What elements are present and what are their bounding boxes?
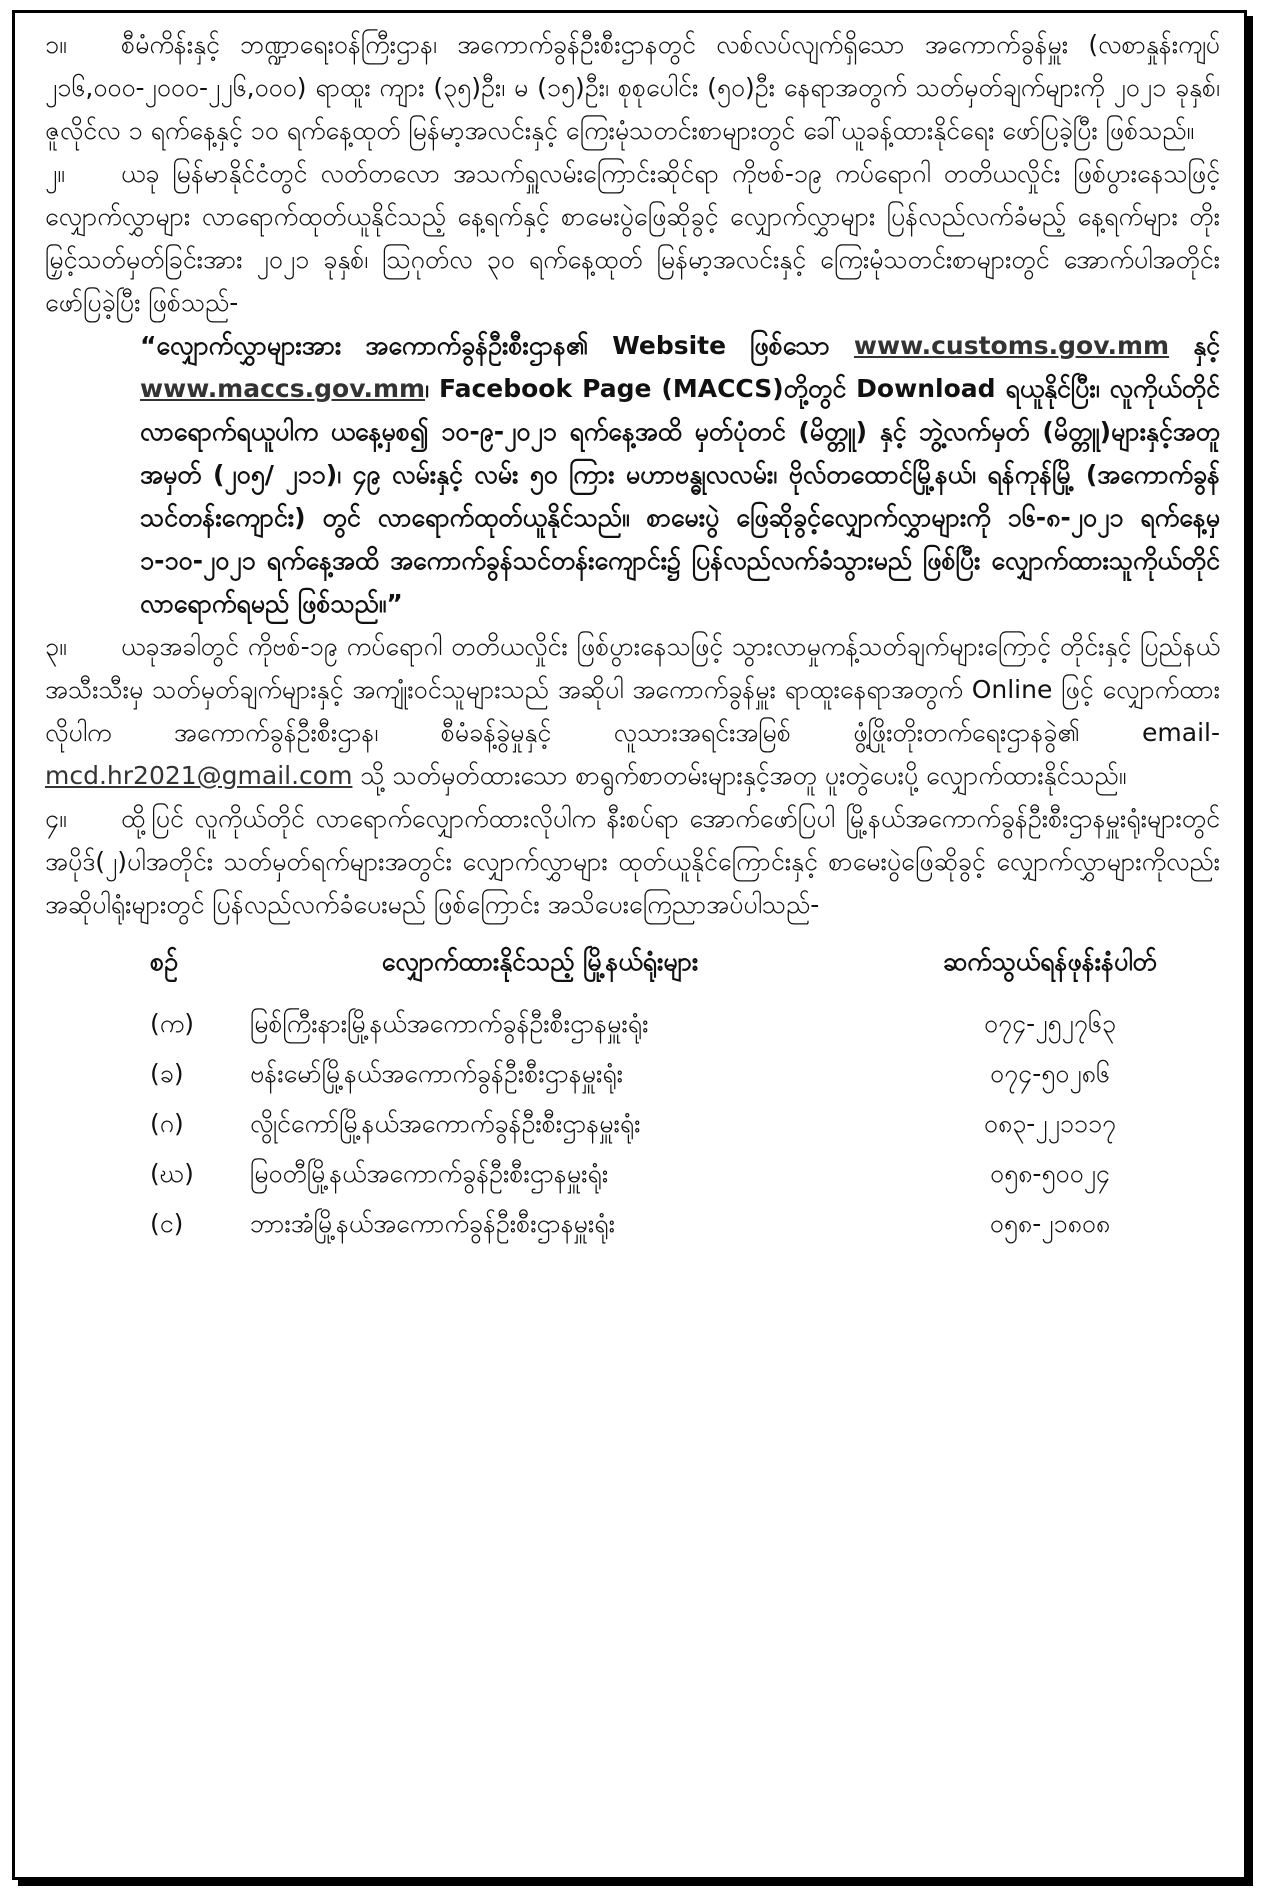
row-office: ဗန်းမော်မြို့နယ်အကောက်ခွန်ဦးစီးဌာနမှူးရုံး [250,1058,624,1088]
table-row [150,998,1210,1048]
notice-frame [12,10,1247,1880]
paragraph-text: ယခု မြန်မာနိုင်ငံတွင် လတ်တလော အသက်ရှူလမ်းကြောင်းဆိုင်ရာ ကိုဗစ်-၁၉ ကပ်ရောဂါ တတိယလှိုင်း ဖြစ်ပွားနေသဖြင့် လျှောက်လွှာများ လာရောက်ထုတ်ယူနိုင်သည့် နေ့ရက်နှင့် စာမေးပွဲဖြေဆိုခွင့် လျှောက်လွှာများ ပြန်လည်လက်ခံမည့် နေ့ရက်များ တိုးမြှင့်သတ်မှတ်ခြင်းအား ၂၀၂၁ ခုနှစ်၊ ဩဂုတ်လ ၃၀ ရက်နေ့ထုတ် မြန်မာ့အလင်းနှင့် ကြေးမုံသတင်းစာများတွင် အောက်ပါအတိုင်း ဖော်ပြခဲ့ပြီး ဖြစ်သည်- [45,159,1220,317]
header-office: လျှောက်ထားနိုင်သည့် မြို့နယ်ရုံးများ [381,946,699,976]
notice-body [45,23,1220,1248]
row-office: ဘားအံမြို့နယ်အကောက်ခွန်ဦးစီးဌာနမှူးရုံး [250,1208,615,1238]
table-row [150,1198,1210,1248]
quote-text: နှင့် [1169,331,1220,360]
paragraph-text: ထို့ပြင် လူကိုယ်တိုင် လာရောက်လျှောက်ထားလိုပါက နီးစပ်ရာ အောက်ဖော်ပြပါ မြို့နယ်အကောက်ခွန်ဦးစီးဌာနမှူးရုံးများတွင် အပိုဒ်(၂)ပါအတိုင်း သတ်မှတ်ရက်များအတွင်း လျှောက်လွှာများ ထုတ်ယူနိုင်ကြောင်းနှင့် စာမေးပွဲဖြေဆိုခွင့် လျှောက်လွှာများကိုလည်း အဆိုပါရုံးများတွင် ပြန်လည်လက်ခံပေးမည် ဖြစ်ကြောင်း အသိပေးကြေညာအပ်ပါသည်- [45,804,1220,919]
table-row [150,1098,1210,1148]
paragraph-2 [45,152,1220,324]
row-no: (ဂ) [150,1108,184,1138]
quoted-announcement [140,324,1220,625]
row-office: မြစ်ကြီးနားမြို့နယ်အကောက်ခွန်ဦးစီးဌာနမှူးရုံး [250,1008,649,1038]
quote-text: “လျှောက်လွှာများအား အကောက်ခွန်ဦးစီးဌာန၏ Website ဖြစ်သော [140,331,854,360]
row-office: မြဝတီမြို့နယ်အကောက်ခွန်ဦးစီးဌာနမှူးရုံး [250,1158,609,1188]
table-header [150,932,1210,990]
row-no: (င) [150,1208,184,1238]
paragraph-3 [45,625,1220,797]
table-row [150,1048,1210,1098]
row-no: (က) [150,1008,194,1038]
row-phone: ၀၇၄-၂၅၂၇၆၃ [983,1008,1117,1038]
paragraph-number: ၃။ [45,632,67,661]
row-phone: ၀၇၄-၅၀၂၈၆ [990,1058,1110,1088]
row-phone: ၀၅၈-၅၀၀၂၄ [990,1158,1110,1188]
paragraph-text: သို့ သတ်မှတ်ထားသော စာရွက်စာတမ်းများနှင့်အတူ ပူးတွဲပေးပို့ လျှောက်ထားနိုင်သည်။ [352,761,1127,790]
paragraph-1 [45,23,1220,152]
row-phone: ၀၅၈-၂၁၈၀၈ [989,1208,1111,1238]
paragraph-text: ယခုအခါတွင် ကိုဗစ်-၁၉ ကပ်ရောဂါ တတိယလှိုင်း ဖြစ်ပွားနေသဖြင့် သွားလာမှုကန့်သတ်ချက်များကြောင့် တိုင်းနှင့် ပြည်နယ်အသီးသီးမှ သတ်မှတ်ချက်များနှင့် အကျုံးဝင်သူများသည် အဆိုပါ အကောက်ခွန်မှူး ရာထူးနေရာအတွက် Online ဖြင့် လျှောက်ထားလိုပါက အကောက်ခွန်ဦးစီးဌာန၊ စီမံခန့်ခွဲမှုနှင့် လူသားအရင်းအမြစ် ဖွံ့ဖြိုးတိုးတက်ရေးဌာနခွဲ၏ email- [45,632,1220,747]
header-no: စဉ် [150,946,178,976]
row-office: လွိုင်ကော်မြို့နယ်အကောက်ခွန်ဦးစီးဌာနမှူးရုံး [250,1108,641,1138]
paragraph-number: ၁။ [45,30,67,59]
email-link[interactable]: mcd.hr2021@gmail.com [45,761,353,790]
paragraph-text: စီမံကိန်းနှင့် ဘဏ္ဍာရေးဝန်ကြီးဌာန၊ အကောက်ခွန်ဦးစီးဌာနတွင် လစ်လပ်လျက်ရှိသော အကောက်ခွန်မှူး (လစာနှုန်းကျပ် ၂၁၆,၀၀၀-၂၀၀၀-၂၂၆,၀၀၀) ရာထူး ကျား (၃၅)ဦး၊ မ (၁၅)ဦး၊ စုစုပေါင်း (၅၀)ဦး နေရာအတွက် သတ်မှတ်ချက်များကို ၂၀၂၁ ခုနှစ်၊ ဇူလိုင်လ ၁ ရက်နေ့နှင့် ၁၀ ရက်နေ့ထုတ် မြန်မာ့အလင်းနှင့် ကြေးမုံသတင်းစာများတွင် ခေါ်ယူခန့်ထားနိုင်ရေး ဖော်ပြခဲ့ပြီး ဖြစ်သည်။ [45,30,1220,145]
customs-website-link[interactable]: www.customs.gov.mm [853,331,1170,360]
row-phone: ၀၈၃-၂၂၁၁၁၇ [983,1108,1117,1138]
table-row [150,1148,1210,1198]
paragraph-number: ၄။ [45,804,67,833]
header-phone: ဆက်သွယ်ရန်ဖုန်းနံပါတ် [943,946,1157,976]
paragraph-number: ၂။ [45,159,65,188]
row-no: (ဃ) [150,1158,194,1188]
paragraph-4 [45,797,1220,926]
maccs-website-link[interactable]: www.maccs.gov.mm [140,374,426,403]
office-table [150,932,1210,1248]
row-no: (ခ) [150,1058,184,1088]
quote-text: ၊ Facebook Page (MACCS)တို့တွင် Download ရယူနိုင်ပြီး၊ လူကိုယ်တိုင် လာရောက်ရယူပါက ယနေ့မှစ၍ ၁၀-၉-၂၀၂၁ ရက်နေ့အထိ မှတ်ပုံတင် (မိတ္တူ) နှင့် ဘွဲ့လက်မှတ် (မိတ္တူ)များနှင့်အတူ အမှတ် (၂၀၅/ ၂၁၁)၊ ၄၉ လမ်းနှင့် လမ်း ၅၀ ကြား မဟာဗန္ဓုလလမ်း၊ ဗိုလ်တထောင်မြို့နယ်၊ ရန်ကုန်မြို့ (အကောက်ခွန်သင်တန်းကျောင်း) တွင် လာရောက်ထုတ်ယူနိုင်သည်။ စာမေးပွဲ ဖြေဆိုခွင့်လျှောက်လွှာများကို ၁၆-၈-၂၀၂၁ ရက်နေ့မှ ၁-၁၀-၂၀၂၁ ရက်နေ့အထိ အကောက်ခွန်သင်တန်းကျောင်း၌ ပြန်လည်လက်ခံသွားမည် ဖြစ်ပြီး လျှောက်ထားသူကိုယ်တိုင် လာရောက်ရမည် ဖြစ်သည်။” [140,374,1220,618]
